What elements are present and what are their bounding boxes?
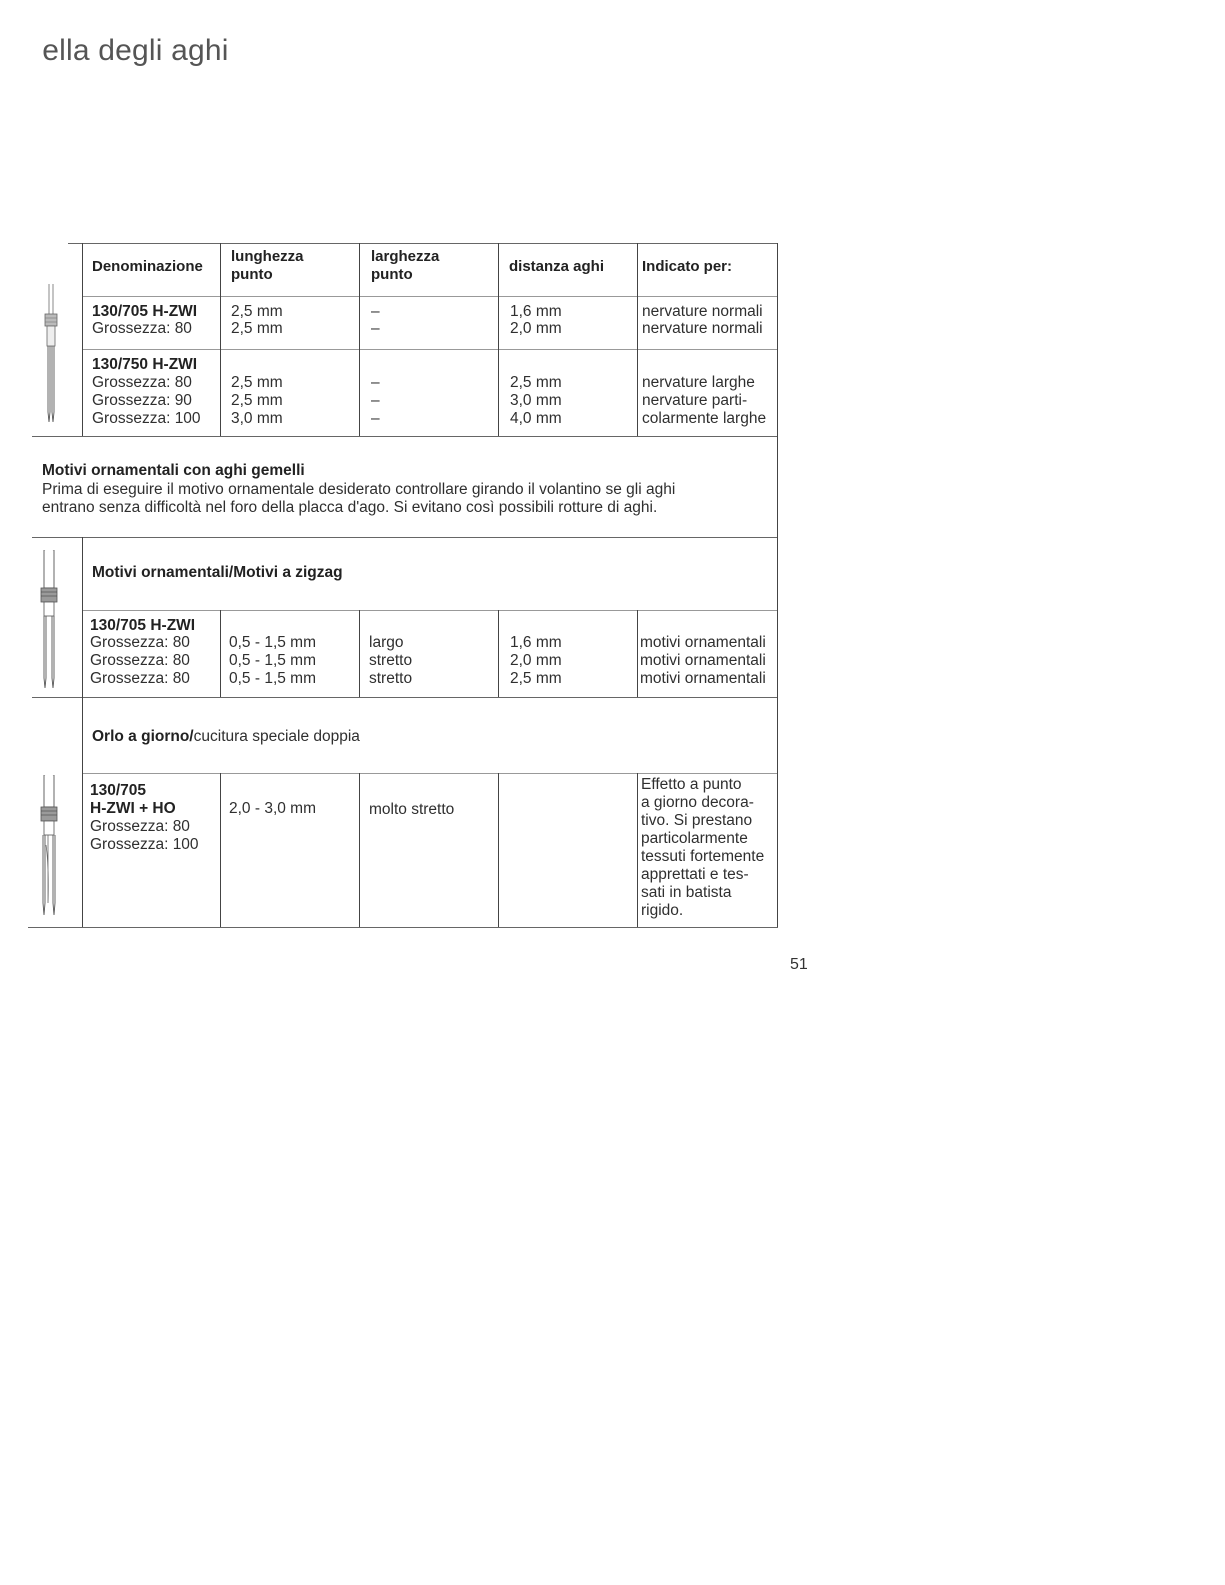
needle-size: Grossezza: 80 [90,670,190,687]
section-title [92,728,360,746]
section-text-line: entrano senza difficoltà nel foro della placca d'ago. Si evitano così possibili rotture di aghi. [42,499,658,516]
header-distanza: distanza aghi [509,258,605,275]
header-denominazione: Denominazione [92,258,203,275]
stitch-length: 0,5 - 1,5 mm [229,652,316,669]
twin-needle-icon [36,284,66,426]
stitch-width: stretto [369,670,413,687]
needle-name: 130/750 H-ZWI [92,356,198,373]
twin-needle-hemstitch-icon [34,775,66,920]
stitch-length: 0,5 - 1,5 mm [229,634,316,651]
header-lunghezza-punto: punto [231,266,273,283]
use-line: tessuti fortemente [641,848,765,865]
header-lunghezza: lunghezza [231,248,304,265]
needle-name: 130/705 H-ZWI [90,617,196,634]
needle-distance: 2,5 mm [510,670,562,687]
use-line: particolarmente [641,830,748,847]
use-line: Effetto a punto [641,776,742,793]
use-line: tivo. Si prestano [641,812,753,829]
header-larghezza-punto: punto [371,266,413,283]
needle-size: Grossezza: 80 [92,320,192,337]
stitch-length: 3,0 mm [231,410,283,427]
header-indicato: Indicato per: [642,258,733,275]
stitch-width: – [371,410,380,427]
stitch-length: 2,5 mm [231,303,283,320]
needle-name: 130/705 H-ZWI [92,303,198,320]
needle-distance: 4,0 mm [510,410,562,427]
use: nervature normali [642,320,763,337]
needle-distance: 1,6 mm [510,634,562,651]
needle-size: Grossezza: 100 [92,410,201,427]
section-title-rest: cucitura speciale doppia [193,728,360,745]
use: motivi ornamentali [640,670,766,687]
header-larghezza: larghezza [371,248,440,265]
stitch-length: 0,5 - 1,5 mm [229,670,316,687]
use-line: sati in batista [641,884,732,901]
stitch-width: stretto [369,652,413,669]
stitch-length: 2,5 mm [231,374,283,391]
needle-size: Grossezza: 90 [92,392,192,409]
needle-size: Grossezza: 80 [92,374,192,391]
use: colarmente larghe [642,410,767,427]
use: nervature larghe [642,374,755,391]
section-heading: Motivi ornamentali con aghi gemelli [42,462,305,479]
needle-size: Grossezza: 80 [90,634,190,651]
needle-distance: 2,0 mm [510,652,562,669]
needle-name: H-ZWI + HO [90,800,176,817]
needle-size: Grossezza: 80 [90,818,190,835]
ornamental-section [42,462,802,518]
needle-size: Grossezza: 100 [90,836,199,853]
twin-needle-icon [34,550,64,692]
use-line: apprettati e tes- [641,866,749,883]
use-line: a giorno decora- [641,794,754,811]
page-title: ella degli aghi [36,34,229,67]
needle-distance: 2,0 mm [510,320,562,337]
stitch-width: – [371,320,380,337]
needle-distance: 3,0 mm [510,392,562,409]
use: motivi ornamentali [640,652,766,669]
stitch-width: largo [369,634,404,651]
section-title-bold: Orlo a giorno/ [92,728,194,745]
needle-distance: 2,5 mm [510,374,562,391]
needle-distance: 1,6 mm [510,303,562,320]
stitch-length: 2,0 - 3,0 mm [229,800,316,817]
section-title: Motivi ornamentali/Motivi a zigzag [92,564,343,581]
needle-size: Grossezza: 80 [90,652,190,669]
stitch-width: molto stretto [369,801,455,818]
stitch-width: – [371,392,380,409]
use: nervature parti- [642,392,748,409]
stitch-width: – [371,303,380,320]
stitch-length: 2,5 mm [231,320,283,337]
stitch-width: – [371,374,380,391]
page-number: 51 [790,956,808,973]
stitch-length: 2,5 mm [231,392,283,409]
use: nervature normali [642,303,763,320]
section-text-line: Prima di eseguire il motivo ornamentale desiderato controllare girando il volantino se gli aghi [42,480,676,498]
use: motivi ornamentali [640,634,766,651]
use-line: rigido. [641,902,684,919]
needle-name: 130/705 [90,782,147,799]
